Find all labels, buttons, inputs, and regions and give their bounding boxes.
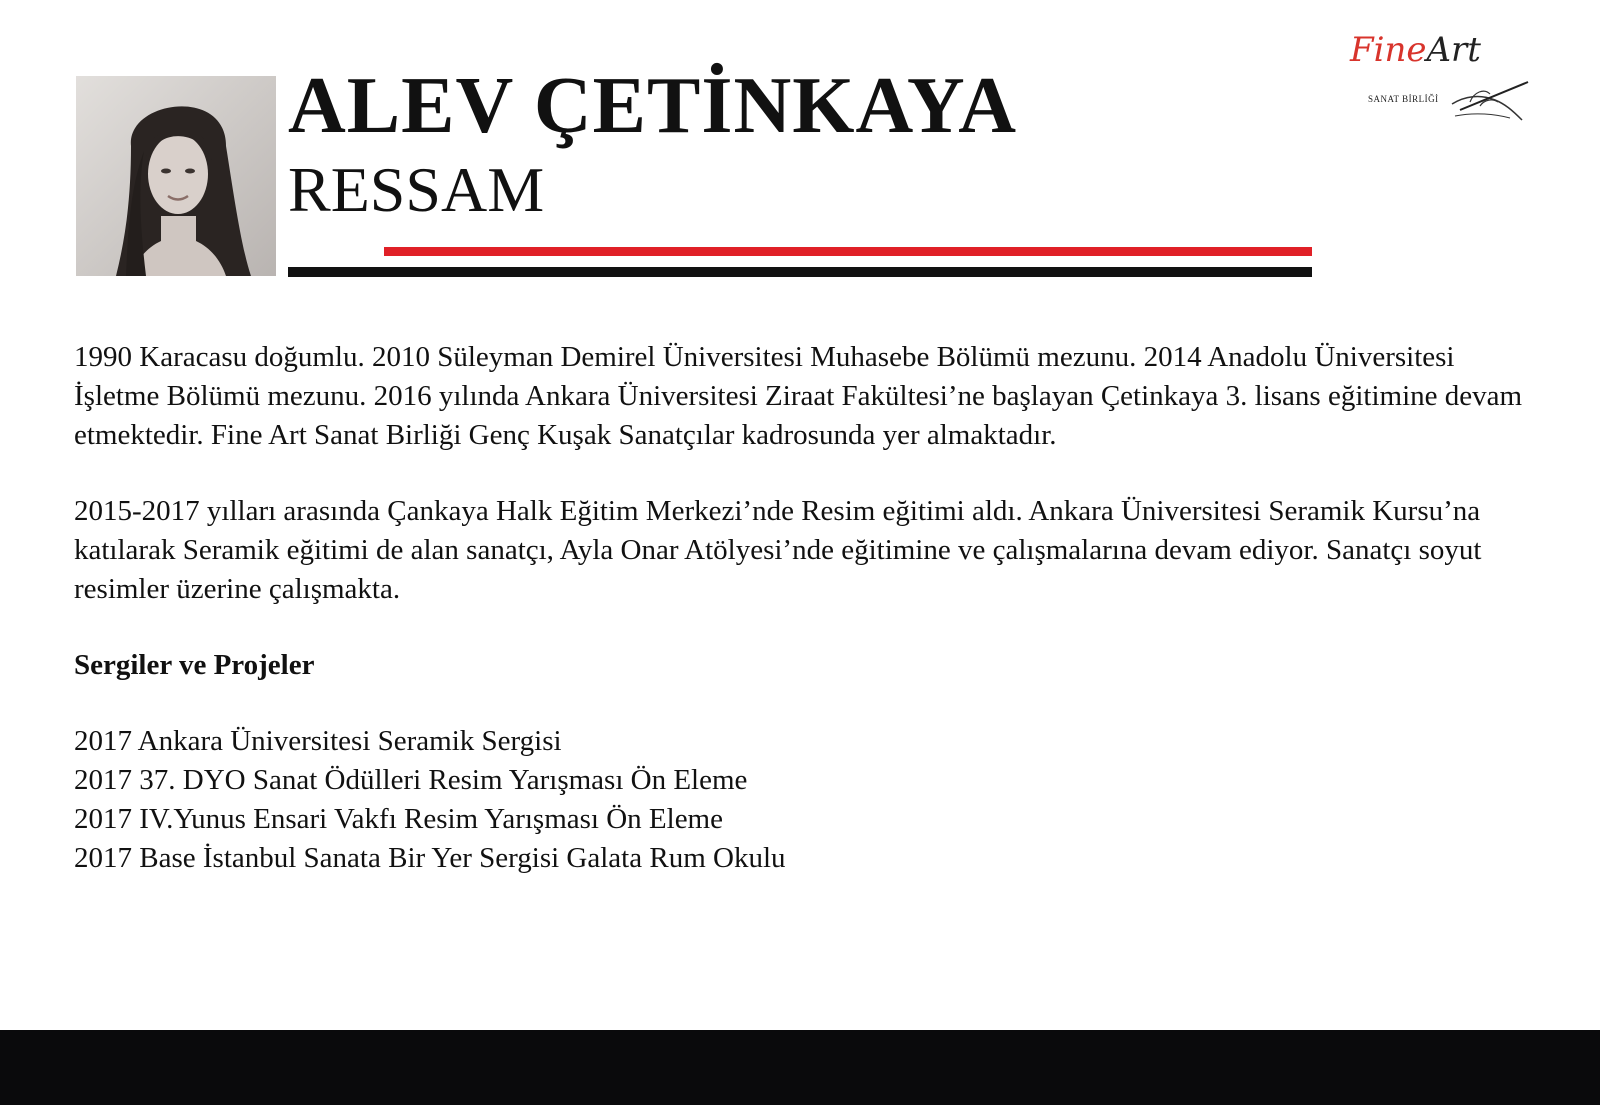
logo-word-fine: Fine [1350,30,1427,70]
logo-word-art: Art [1426,30,1481,70]
artist-role: RESSAM [288,154,545,225]
logo-wordmark [1350,30,1481,70]
artist-name: ALEV ÇETİNKAYA [288,62,1018,150]
exhibitions-heading: Sergiler ve Projeler [74,649,315,681]
fine-art-logo [1340,30,1540,130]
header-rule-red [384,247,1312,256]
artist-portrait-photo [76,76,276,276]
logo-subtitle: SANAT BİRLİĞİ [1368,94,1439,104]
bio-paragraph: 2015-2017 yılları arasında Çankaya Halk Eğitim Merkezi’nde Resim eğitimi aldı. Ankara Üniversitesi Seramik Kursu’na katılarak Seramik eğitimi de alan sanatçı, Ayla Onar Atölyesi’nde eğitimine ve çalışmalarına devam ediyor. Sanatçı soyut resimler üzerine çalışmakta. [74,495,1482,605]
list-item: 2017 37. DYO Sanat Ödülleri Resim Yarışması Ön Eleme [74,764,748,796]
header-rule-black [288,267,1312,277]
drawing-hand-icon [1450,74,1530,124]
biography-section [74,338,1534,878]
exhibitions-list [74,722,1534,878]
bio-paragraph: 1990 Karacasu doğumlu. 2010 Süleyman Demirel Üniversitesi Muhasebe Bölümü mezunu. 2014 Anadolu Üniversitesi İşletme Bölümü mezunu. 2016 yılında Ankara Üniversitesi Ziraat Fakültesi’ne başlayan Çetinkaya 3. lisans eğitimine devam etmektedir. Fine Art Sanat Birliği Genç Kuşak Sanatçılar kadrosunda yer almaktadır. [74,341,1523,451]
list-item: 2017 IV.Yunus Ensari Vakfı Resim Yarışması Ön Eleme [74,803,723,835]
list-item: 2017 Base İstanbul Sanata Bir Yer Sergisi Galata Rum Okulu [74,842,786,874]
list-item: 2017 Ankara Üniversitesi Seramik Sergisi [74,725,562,757]
footer-bar [0,1030,1600,1105]
